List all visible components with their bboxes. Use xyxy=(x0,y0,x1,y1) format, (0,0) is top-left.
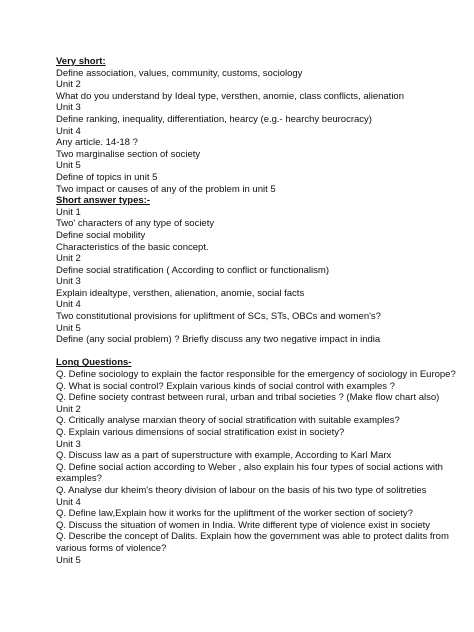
section-very-short xyxy=(56,56,454,195)
unit-label: Unit 3 xyxy=(56,276,81,288)
question-line: Define social mobility xyxy=(56,229,146,241)
question-line: Q. Explain various dimensions of social stratification exist in society? xyxy=(56,427,345,438)
unit-label: Unit 1 xyxy=(56,206,81,218)
question-line: Q. Define social action according to Weber , also explain his four types of social actions with examples? xyxy=(56,461,443,485)
question-line: Define of topics in unit 5 xyxy=(56,171,158,183)
unit-label: Unit 5 xyxy=(56,554,81,566)
question-line: Q. What is social control? Explain various kinds of social control with examples ? xyxy=(56,380,395,392)
question-line: Two marginalise section of society xyxy=(56,148,201,160)
unit-label: Unit 4 xyxy=(56,496,81,508)
section-heading-very-short: Very short: xyxy=(56,56,106,67)
unit-label: Unit 3 xyxy=(56,438,81,450)
question-line: Define social stratification ( According to conflict or functionalism) xyxy=(56,264,329,276)
question-line: Two' characters of any type of society xyxy=(56,218,215,230)
question-line: Q. Analyse dur kheim's theory division of labour on the basis of his two type of solitreties xyxy=(56,484,427,496)
question-line: Define association, values, community, customs, sociology xyxy=(56,67,303,79)
question-line: Two impact or causes of any of the problem in unit 5 xyxy=(56,183,276,195)
question-line: Q. Discuss the situation of women in India. Write different type of violence exist in society xyxy=(56,519,431,531)
question-line: Q. Define law,Explain how it works for the upliftment of the worker section of society? xyxy=(56,508,413,520)
unit-label: Unit 4 xyxy=(56,299,81,311)
question-line: Q. Describe the concept of Dalits. Explain how the government was able to protect dalits from various forms of violence? xyxy=(56,531,449,554)
unit-label: Unit 2 xyxy=(56,403,81,415)
unit-label: Unit 5 xyxy=(56,160,81,172)
unit-label: Unit 5 xyxy=(56,322,81,334)
question-line: Two constitutional provisions for upliftment of SCs, STs, OBCs and women's? xyxy=(56,311,381,323)
unit-label: Unit 4 xyxy=(56,125,81,137)
question-line: Q. Critically analyse marxian theory of social stratification with suitable examples? xyxy=(56,415,400,427)
question-line: Q. Discuss law as a part of superstructure with example, According to Karl Marx xyxy=(56,450,392,462)
question-line: Explain idealtype, versthen, alienation, anomie, social facts xyxy=(56,287,305,299)
section-spacer xyxy=(56,346,454,358)
question-line: What do you understand by Ideal type, versthen, anomie, class conflicts, alienation xyxy=(56,90,405,102)
unit-label: Unit 2 xyxy=(56,253,81,265)
question-line: Characteristics of the basic concept. xyxy=(56,241,209,253)
section-short-answer xyxy=(56,195,454,346)
section-heading-long-questions: Long Questions- xyxy=(56,357,132,369)
question-line: Any article. 14-18 ? xyxy=(56,137,138,149)
question-line: Q. Define society contrast between rural, urban and tribal societies ? (Make flow chart also) xyxy=(56,392,440,404)
question-line: Q. Define sociology to explain the factor responsible for the emergency of sociology in Europe? xyxy=(56,369,456,381)
question-line: Define ranking, inequality, differentiation, hearcy (e.g.- hearchy beurocracy) xyxy=(56,113,372,125)
question-line: Define (any social problem) ? Briefly discuss any two negative impact in india xyxy=(56,334,381,346)
unit-label: Unit 3 xyxy=(56,102,81,114)
unit-label: Unit 2 xyxy=(56,79,81,91)
section-long-questions xyxy=(56,357,454,566)
section-heading-short-answer: Short answer types:- xyxy=(56,195,150,207)
